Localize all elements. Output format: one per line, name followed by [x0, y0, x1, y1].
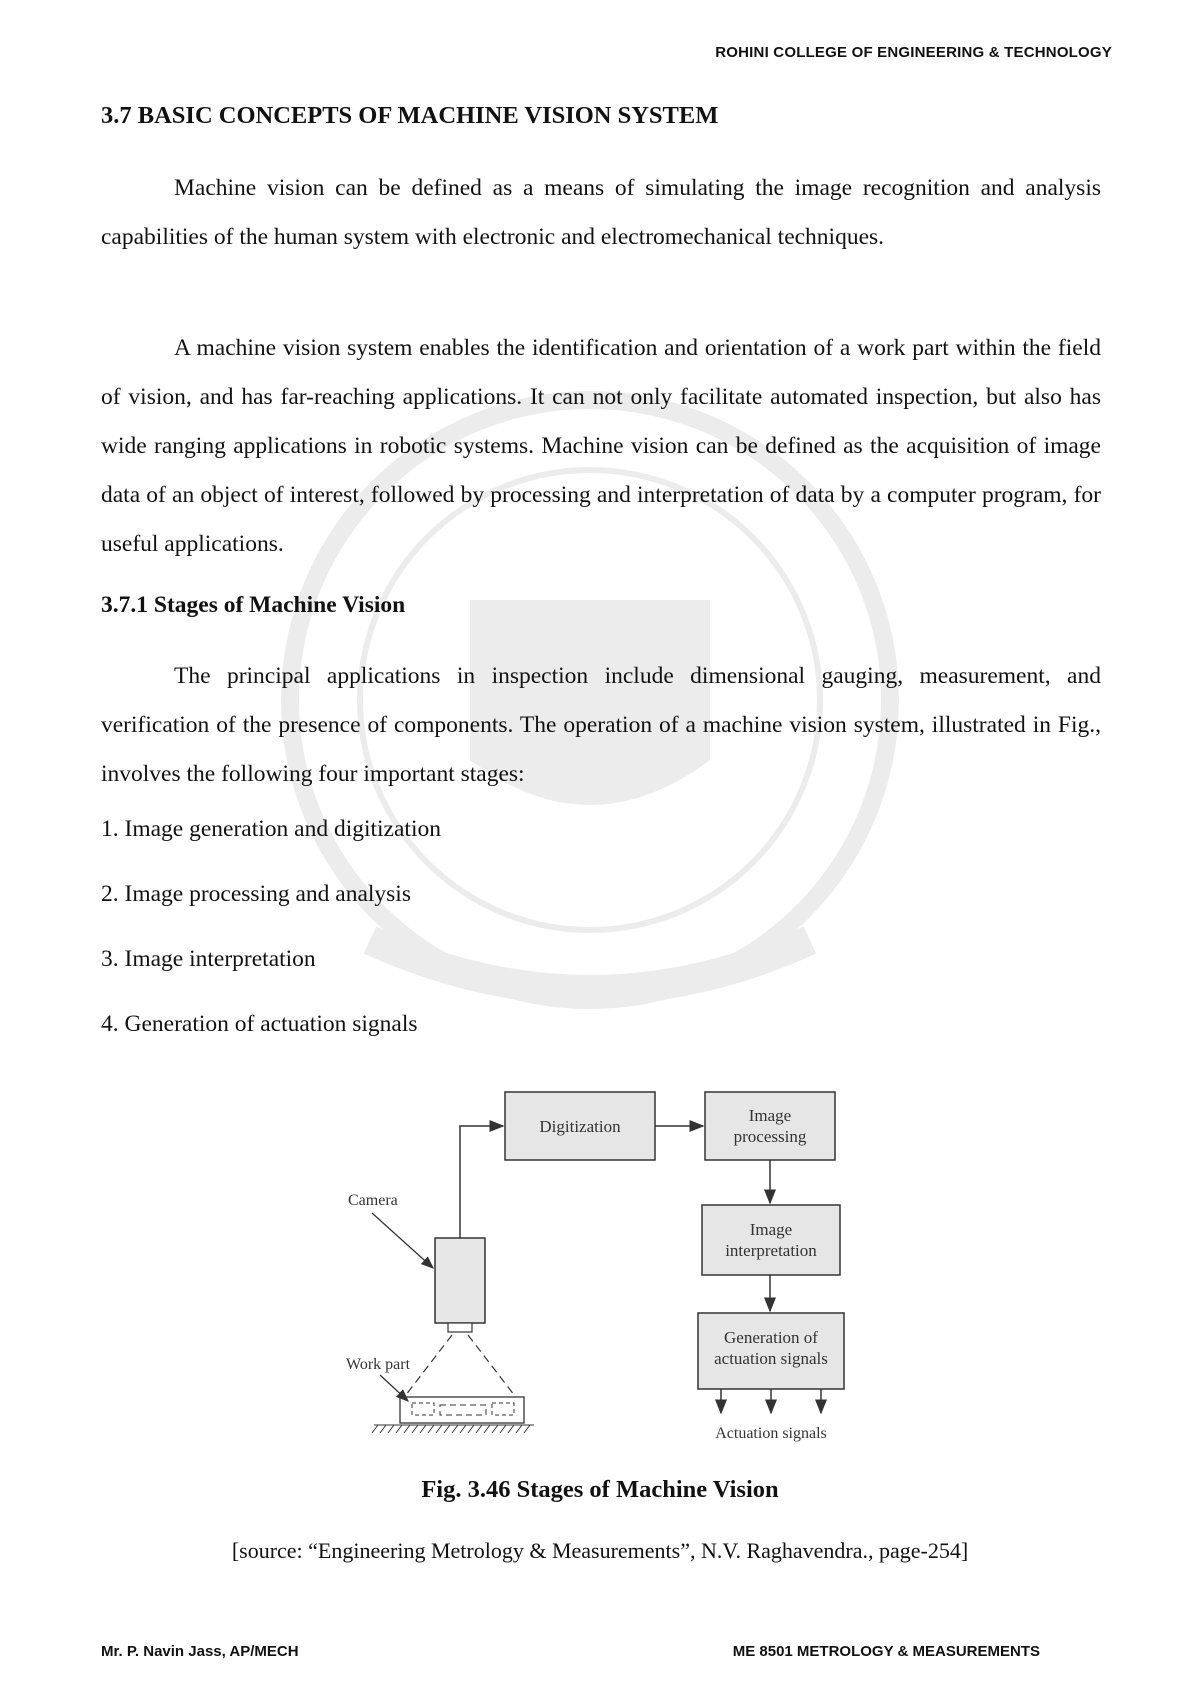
arrow-camera-to-digitization: [460, 1126, 503, 1238]
ground-hatch: [372, 1425, 534, 1433]
image-interpretation-label-line1: Image: [749, 1220, 793, 1239]
footer-course: ME 8501 METROLOGY & MEASUREMENTS: [732, 1643, 1040, 1660]
subsection-title: 3.7.1 Stages of Machine Vision: [101, 592, 406, 618]
camera-label: Camera: [348, 1192, 398, 1209]
camera-pointer: [372, 1213, 433, 1268]
stage-item-2: 2. Image processing and analysis: [101, 881, 411, 907]
page-header: ROHINI COLLEGE OF ENGINEERING & TECHNOLOGY: [715, 44, 1112, 61]
image-processing-label-line1: Image: [748, 1106, 792, 1125]
paragraph-principal-applications: The principal applications in inspection include dimensional gauging, measurement, and verification of the presence of components. The operation of a machine vision system, illustrated in Fig., involves the following four important stages:: [101, 663, 1101, 787]
actuation-signals-label: Actuation signals: [715, 1425, 827, 1442]
actuation-generation-box: [698, 1313, 844, 1389]
figure-caption: Fig. 3.46 Stages of Machine Vision: [421, 1476, 779, 1503]
figure-source: [source: “Engineering Metrology & Measurements”, N.V. Raghavendra., page-254]: [231, 1538, 969, 1563]
image-processing-box: [705, 1092, 835, 1160]
stage-item-4: 4. Generation of actuation signals: [101, 1011, 418, 1037]
generation-label-line2: actuation signals: [714, 1349, 828, 1368]
digitization-box: [505, 1092, 655, 1160]
work-part: [400, 1397, 524, 1423]
generation-label-line1: Generation of: [724, 1328, 818, 1347]
work-part-pointer: [380, 1375, 408, 1401]
stage-item-1: 1. Image generation and digitization: [101, 816, 441, 842]
footer-author: Mr. P. Navin Jass, AP/MECH: [101, 1643, 299, 1660]
stage-item-3: 3. Image interpretation: [101, 946, 316, 972]
paragraph-definition: Machine vision can be defined as a means of simulating the image recognition and analysis capabilities of the human system with electronic and electromechanical techniques.: [101, 175, 1101, 250]
image-processing-label-line2: processing: [733, 1127, 807, 1146]
work-part-label: Work part: [346, 1356, 411, 1373]
paragraph-machine-vision-system: A machine vision system enables the identification and orientation of a work part within the field of vision, and has far-reaching applications. It can not only facilitate automated inspection, but also has wide ranging applications in robotic systems. Machine vision can be defined as the acquisition of image data of an object of interest, followed by processing and interpretation of data by a computer program, for useful applications.: [101, 335, 1101, 557]
digitization-label: Digitization: [539, 1117, 621, 1136]
section-title: 3.7 BASIC CONCEPTS OF MACHINE VISION SYSTEM: [101, 102, 719, 129]
machine-vision-stages-diagram: [340, 1075, 860, 1445]
image-interpretation-box: [702, 1205, 840, 1275]
image-interpretation-label-line2: interpretation: [725, 1241, 817, 1260]
camera-icon: [435, 1238, 485, 1332]
